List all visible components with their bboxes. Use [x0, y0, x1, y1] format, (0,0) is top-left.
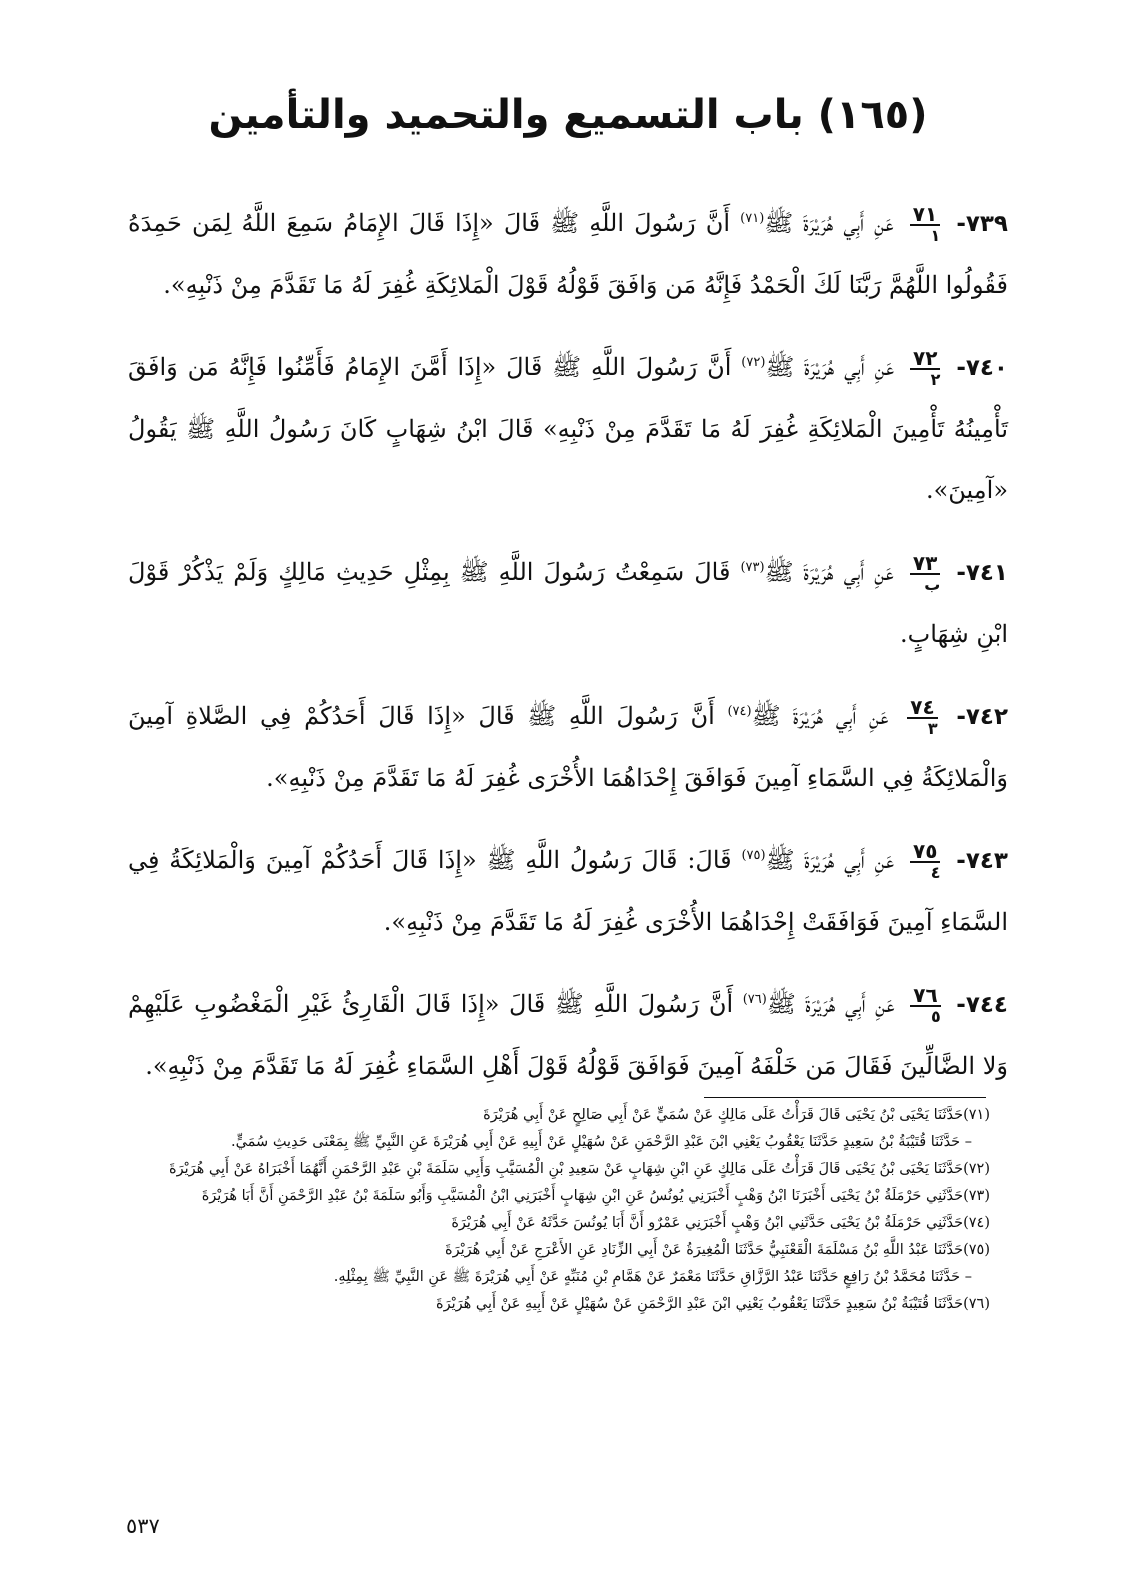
footnote-label: (٧١): [963, 1107, 990, 1123]
footnote-71: [128, 1102, 990, 1129]
hadith-text: قَالَ: قَالَ رَسُولُ اللَّهِ ﷺ «إِذَا قَالَ أَحَدُكُمْ آمِينَ وَالْمَلائِكَةُ فِي السَّمَاءِ آمِينَ فَوَافَقَتْ إِحْدَاهُمَا الأُخْرَى غُفِرَ لَهُ مَا تَقَدَّمَ مِنْ ذَنْبِهِ».: [128, 846, 1008, 936]
hadith-number: ٧٤٢-: [956, 704, 1008, 730]
footnote-text: حَدَّثَنِي حَرْمَلَةُ بْنُ يَحْيَى حَدَّثَنِي ابْنُ وَهْبٍ أَخْبَرَنِي عَمْرٌو أَنَّ أَبَا يُونُسَ حَدَّثَهُ عَنْ أَبِي هُرَيْرَةَ: [451, 1215, 964, 1231]
narrator-phrase: عَنِ أَبِي هُرَيْرَةَ ﷺ: [751, 702, 889, 730]
hadith-739: [128, 188, 1008, 316]
footnote-ref: (٧٢): [741, 355, 766, 370]
footnote-text: حَدَّثَنَا مُحَمَّدُ بْنُ رَافِعٍ حَدَّثَنَا عَبْدُ الرَّزَّاقِ حَدَّثَنَا مَعْمَرٌ عَنْ هَمَّامِ بْنِ مُنَبِّهٍ عَنْ أَبِي هُرَيْرَةَ ﷺ عَنِ النَّبِيِّ ﷺ بِمِثْلِهِ.: [333, 1269, 961, 1285]
cross-reference-fraction: [910, 201, 941, 246]
footnote-text: حَدَّثَنِي حَرْمَلَةُ بْنُ يَحْيَى أَخْبَرَنَا ابْنُ وَهْبٍ أَخْبَرَنِي يُونُسُ عَنِ ابْنِ شِهَابٍ أَخْبَرَنِي ابْنُ الْمُسَيَّبِ وَأَبُو سَلَمَةَ بْنُ عَبْدِ الرَّحْمَنِ أَنَّ أَبَا هُرَيْرَةَ: [201, 1188, 964, 1204]
frac-top: ٧٦: [910, 985, 940, 1007]
chapter-title: (١٦٥) باب التسميع والتحميد والتأمين: [208, 92, 928, 138]
footnote-label: (٧٣): [963, 1188, 990, 1204]
cross-reference-fraction: [910, 550, 941, 595]
footnote-75: [128, 1237, 990, 1264]
frac-bottom: ٤: [930, 862, 941, 882]
footnote-label: (٧٢): [963, 1161, 990, 1177]
frac-bottom: ١: [930, 225, 941, 245]
frac-top: ٧٤: [907, 697, 937, 719]
hadith-text: أَنَّ رَسُولَ اللَّهِ ﷺ قَالَ «إِذَا أَمَّنَ الإِمَامُ فَأَمِّنُوا فَإِنَّهُ مَن وَافَقَ تَأْمِينُهُ تَأْمِينَ الْمَلائِكَةِ غُفِرَ لَهُ مَا تَقَدَّمَ مِنْ ذَنْبِهِ» قَالَ ابْنُ شِهَابٍ كَانَ رَسُولُ اللَّهِ ﷺ يَقُولُ «آمِينَ».: [128, 353, 1008, 504]
footnote-label: –: [964, 1269, 972, 1285]
page-number: ٥٣٧: [126, 1514, 160, 1538]
frac-bottom: ٢: [930, 369, 941, 389]
footnote-ref: (٧٦): [742, 992, 767, 1007]
frac-top: ٧٢: [910, 348, 940, 370]
narrator-phrase: عَنِ أَبِي هُرَيْرَةَ ﷺ: [764, 209, 894, 237]
cross-reference-fraction: [910, 838, 941, 883]
hadith-740: [128, 332, 1008, 521]
hadith-743: [128, 825, 1008, 953]
hadith-742: [128, 681, 1008, 809]
footnote-ref: (٧١): [740, 211, 765, 226]
footnote-text: حَدَّثَنَا عَبْدُ اللَّهِ بْنُ مَسْلَمَةَ الْقَعْنَبِيُّ حَدَّثَنَا الْمُغِيرَةُ عَنْ أَبِي الزِّنَادِ عَنِ الأَعْرَجِ عَنْ أَبِي هُرَيْرَةَ: [445, 1242, 964, 1258]
frac-top: ٧٣: [910, 553, 940, 575]
frac-bottom: ٣: [927, 718, 938, 738]
frac-top: ٧٥: [910, 841, 940, 863]
footnote-label: –: [964, 1134, 972, 1150]
footnote-74: [128, 1210, 990, 1237]
hadith-number: ٧٤٠-: [956, 355, 1008, 381]
cross-reference-fraction: [910, 345, 941, 390]
narrator-phrase: عَنِ أَبِي هُرَيْرَةَ ﷺ: [766, 990, 895, 1018]
footnote-text: حَدَّثَنَا يَحْيَى بْنُ يَحْيَى قَالَ قَرَأْتُ عَلَى مَالِكٍ عَنْ سُمَيٍّ عَنْ أَبِي صَالِحٍ عَنْ أَبِي هُرَيْرَةَ: [483, 1107, 964, 1123]
footnote-ref: (٧٤): [727, 704, 752, 719]
hadith-741: [128, 537, 1008, 665]
footnote-label: (٧٦): [963, 1296, 990, 1312]
footnote-75-continuation: [128, 1264, 990, 1291]
hadith-text: أَنَّ رَسُولَ اللَّهِ ﷺ قَالَ «إِذَا قَالَ الْقَارِئُ غَيْرِ الْمَغْضُوبِ عَلَيْهِمْ وَلا الضَّالِّينَ فَقَالَ مَن خَلْفَهُ آمِينَ فَوَافَقَ قَوْلُهُ قَوْلَ أَهْلِ السَّمَاءِ غُفِرَ لَهُ مَا تَقَدَّمَ مِنْ ذَنْبِهِ».: [128, 990, 1008, 1080]
footnote-76: [128, 1291, 990, 1318]
hadith-number: ٧٤١-: [956, 560, 1008, 586]
hadith-text: أَنَّ رَسُولَ اللَّهِ ﷺ قَالَ «إِذَا قَالَ أَحَدُكُمْ فِي الصَّلاةِ آمِينَ وَالْمَلائِكَةُ فِي السَّمَاءِ آمِينَ فَوَافَقَ إِحْدَاهُمَا الأُخْرَى غُفِرَ لَهُ مَا تَقَدَّمَ مِنْ ذَنْبِهِ».: [128, 702, 1008, 792]
cross-reference-fraction: [910, 982, 941, 1027]
footnote-text: حَدَّثَنَا يَحْيَى بْنُ يَحْيَى قَالَ قَرَأْتُ عَلَى مَالِكٍ عَنِ ابْنِ شِهَابٍ عَنْ سَعِيدِ بْنِ الْمُسَيَّبِ وَأَبِي سَلَمَةَ بْنِ عَبْدِ الرَّحْمَنِ أَنَّهُمَا أَخْبَرَاهُ عَنْ أَبِي هُرَيْرَةَ: [168, 1161, 964, 1177]
footnote-label: (٧٥): [963, 1242, 990, 1258]
hadith-number: ٧٤٣-: [956, 848, 1008, 874]
hadith-text: أَنَّ رَسُولَ اللَّهِ ﷺ قَالَ «إِذَا قَالَ الإِمَامُ سَمِعَ اللَّهُ لِمَن حَمِدَهُ فَقُولُوا اللَّهُمَّ رَبَّنَا لَكَ الْحَمْدُ فَإِنَّهُ مَن وَافَقَ قَوْلُهُ قَوْلَ الْمَلائِكَةِ غُفِرَ لَهُ مَا تَقَدَّمَ مِنْ ذَنْبِهِ».: [128, 209, 1008, 299]
hadith-744: [128, 969, 1008, 1097]
frac-top: ٧١: [910, 204, 940, 226]
narrator-phrase: عَنِ أَبِي هُرَيْرَةَ ﷺ: [765, 846, 895, 874]
narrator-phrase: عَنِ أَبِي هُرَيْرَةَ ﷺ: [765, 353, 895, 381]
footnote-text: حَدَّثَنَا قُتَيْبَةُ بْنُ سَعِيدٍ حَدَّثَنَا يَعْقُوبُ يَعْنِي ابْنَ عَبْدِ الرَّحْمَنِ عَنْ سُهَيْلٍ عَنْ أَبِيهِ عَنْ أَبِي هُرَيْرَةَ: [436, 1296, 964, 1312]
footnote-divider: [704, 1097, 986, 1098]
hadith-body: [128, 188, 1008, 1113]
hadith-number: ٧٣٩-: [956, 211, 1008, 237]
footnotes: [128, 1102, 990, 1318]
hadith-number: ٧٤٤-: [956, 992, 1008, 1018]
footnote-ref: (٧٥): [741, 848, 766, 863]
footnote-ref: (٧٣): [740, 560, 765, 575]
footnote-71-continuation: [128, 1129, 990, 1156]
hadith-text: قَالَ سَمِعْتُ رَسُولَ اللَّهِ ﷺ بِمِثْلِ حَدِيثِ مَالِكٍ وَلَمْ يَذْكُرْ قَوْلَ ابْنِ شِهَابٍ.: [128, 558, 1008, 648]
frac-bottom: ٥: [930, 1006, 941, 1026]
cross-reference-fraction: [907, 694, 938, 739]
footnote-text: حَدَّثَنَا قُتَيْبَةُ بْنُ سَعِيدٍ حَدَّثَنَا يَعْقُوبُ يَعْنِي ابْنَ عَبْدِ الرَّحْمَنِ عَنْ سُهَيْلٍ عَنْ أَبِيهِ عَنْ أَبِي هُرَيْرَةَ عَنِ النَّبِيِّ ﷺ بِمَعْنَى حَدِيثِ سُمَيٍّ.: [230, 1134, 961, 1150]
footnote-73: [128, 1183, 990, 1210]
narrator-phrase: عَنِ أَبِي هُرَيْرَةَ ﷺ: [764, 558, 894, 586]
footnote-label: (٧٤): [963, 1215, 990, 1231]
footnote-72: [128, 1156, 990, 1183]
frac-bottom: ب: [924, 574, 941, 594]
